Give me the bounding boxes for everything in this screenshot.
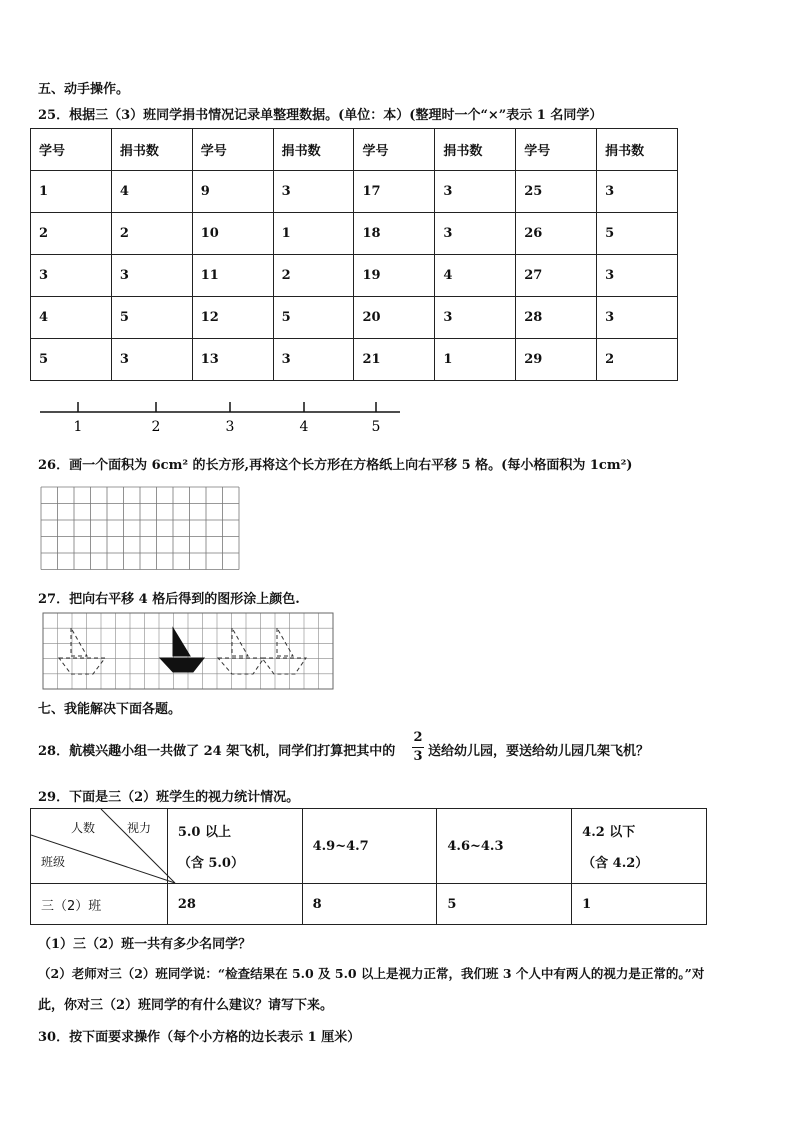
table-cell: 29 <box>516 339 597 381</box>
table-cell: 3 <box>273 171 354 213</box>
question-30: 30．按下面要求操作（每个小方格的边长表示 1 厘米） <box>38 1030 361 1045</box>
row-label: 三（2）班 <box>31 884 168 925</box>
table-cell: 17 <box>354 171 435 213</box>
question-29-part-1: （1）三（2）班一共有多少名同学？ <box>38 937 252 952</box>
section-seven-heading: 七、我能解决下面各题。 <box>38 702 182 717</box>
corner-label-vision: 视力 <box>127 821 152 835</box>
table-cell: 19 <box>354 255 435 297</box>
axis-label: 2 <box>151 419 161 435</box>
axis-label: 3 <box>225 419 235 435</box>
dashed-boat <box>218 628 264 674</box>
table-cell: 2 <box>273 255 354 297</box>
table-cell: 21 <box>354 339 435 381</box>
header-cell: 学号 <box>516 129 597 171</box>
table-cell: 13 <box>192 339 273 381</box>
table-cell: 26 <box>516 213 597 255</box>
header-cell: 捐书数 <box>273 129 354 171</box>
table-cell: 28 <box>516 297 597 339</box>
header-cell: 捐书数 <box>435 129 516 171</box>
table-cell: 20 <box>354 297 435 339</box>
table-cell: 1 <box>572 884 707 925</box>
table-cell: 3 <box>111 255 192 297</box>
table-cell: 18 <box>354 213 435 255</box>
table-cell: 1 <box>435 339 516 381</box>
table-cell: 3 <box>435 213 516 255</box>
table-cell: 11 <box>192 255 273 297</box>
table-cell: 3 <box>435 297 516 339</box>
table-cell: 4 <box>435 255 516 297</box>
header-cell: 学号 <box>192 129 273 171</box>
table-cell: 3 <box>435 171 516 213</box>
axis-label: 4 <box>299 419 309 435</box>
table-cell: 5 <box>273 297 354 339</box>
table-cell: 4 <box>111 171 192 213</box>
donation-record-table <box>30 128 678 381</box>
header-cell <box>167 809 302 884</box>
solid-boat <box>160 628 204 672</box>
table-cell: 3 <box>111 339 192 381</box>
fraction-denominator: 3 <box>413 749 423 764</box>
header-cell: 学号 <box>354 129 435 171</box>
axis-label: 1 <box>73 419 83 435</box>
table-cell: 5 <box>597 213 678 255</box>
header-cell: 捐书数 <box>111 129 192 171</box>
translation-grid-figure <box>42 612 336 692</box>
section-five-heading: 五、动手操作。 <box>38 82 130 97</box>
header-cell <box>572 809 707 884</box>
table-header-row <box>31 129 678 171</box>
question-29: 29．下面是三（2）班学生的视力统计情况。 <box>38 790 300 805</box>
table-cell: 3 <box>597 171 678 213</box>
question-28 <box>38 740 395 759</box>
table-cell: 5 <box>31 339 112 381</box>
table-cell: 25 <box>516 171 597 213</box>
table-cell: 1 <box>273 213 354 255</box>
question-26: 26．画一个面积为 6cm² 的长方形,再将这个长方形在方格纸上向右平移 5 格。(每小格面积为 1cm²) <box>38 458 633 473</box>
table-row <box>31 297 678 339</box>
corner-label-class: 班级 <box>41 855 66 869</box>
question-27: 27．把向右平移 4 格后得到的图形涂上颜色. <box>38 592 300 607</box>
fraction-numerator: 2 <box>413 730 423 745</box>
table-cell: 3 <box>31 255 112 297</box>
header-line: （含 4.2） <box>582 856 649 871</box>
table-cell: 9 <box>192 171 273 213</box>
table-cell: 5 <box>111 297 192 339</box>
table-cell: 5 <box>437 884 572 925</box>
table-cell: 28 <box>167 884 302 925</box>
dashed-boat <box>262 628 306 674</box>
header-cell: 4.6~4.3 <box>437 809 572 884</box>
table-cell: 27 <box>516 255 597 297</box>
vision-statistics-table <box>30 808 707 925</box>
question-28-text-before: 28．航模兴趣小组一共做了 24 架飞机，同学们打算把其中的 <box>38 744 396 759</box>
question-29-part-2-line-1: （2）老师对三（2）班同学说：“检查结果在 5.0 及 5.0 以上是视力正常，我们班 3 个人中有两人的视力是正常的。”对 <box>38 966 705 981</box>
table-cell: 12 <box>192 297 273 339</box>
table-row <box>31 339 678 381</box>
diagonal-header-cell <box>31 809 168 884</box>
header-cell: 4.9~4.7 <box>302 809 437 884</box>
question-29-part-2-line-2: 此，你对三（2）班同学的有什么建议？请写下来。 <box>38 998 334 1013</box>
square-grid-paper <box>40 486 242 570</box>
header-cell: 捐书数 <box>597 129 678 171</box>
fraction-two-thirds <box>412 730 424 765</box>
question-25: 25．根据三（3）班同学捐书情况记录单整理数据。(单位：本）(整理时一个“×”表示 1 名同学） <box>38 108 603 123</box>
header-cell: 学号 <box>31 129 112 171</box>
header-line: 5.0 以上 <box>177 825 231 840</box>
table-cell: 3 <box>597 255 678 297</box>
table-row <box>31 213 678 255</box>
table-row <box>31 171 678 213</box>
table-row <box>31 884 707 925</box>
question-28-text-after: 送给幼儿园，要送给幼儿园几架飞机？ <box>428 744 650 759</box>
axis-label: 5 <box>371 419 381 435</box>
number-axis <box>36 396 406 436</box>
table-cell: 1 <box>31 171 112 213</box>
table-cell: 8 <box>302 884 437 925</box>
header-line: （含 5.0） <box>177 856 244 871</box>
corner-label-people: 人数 <box>71 821 96 835</box>
table-header-row <box>31 809 707 884</box>
table-cell: 2 <box>597 339 678 381</box>
dashed-boat <box>59 628 105 674</box>
table-cell: 3 <box>273 339 354 381</box>
table-row <box>31 255 678 297</box>
table-cell: 10 <box>192 213 273 255</box>
table-cell: 4 <box>31 297 112 339</box>
table-cell: 2 <box>31 213 112 255</box>
header-line: 4.2 以下 <box>582 825 636 840</box>
table-cell: 2 <box>111 213 192 255</box>
table-cell: 3 <box>597 297 678 339</box>
